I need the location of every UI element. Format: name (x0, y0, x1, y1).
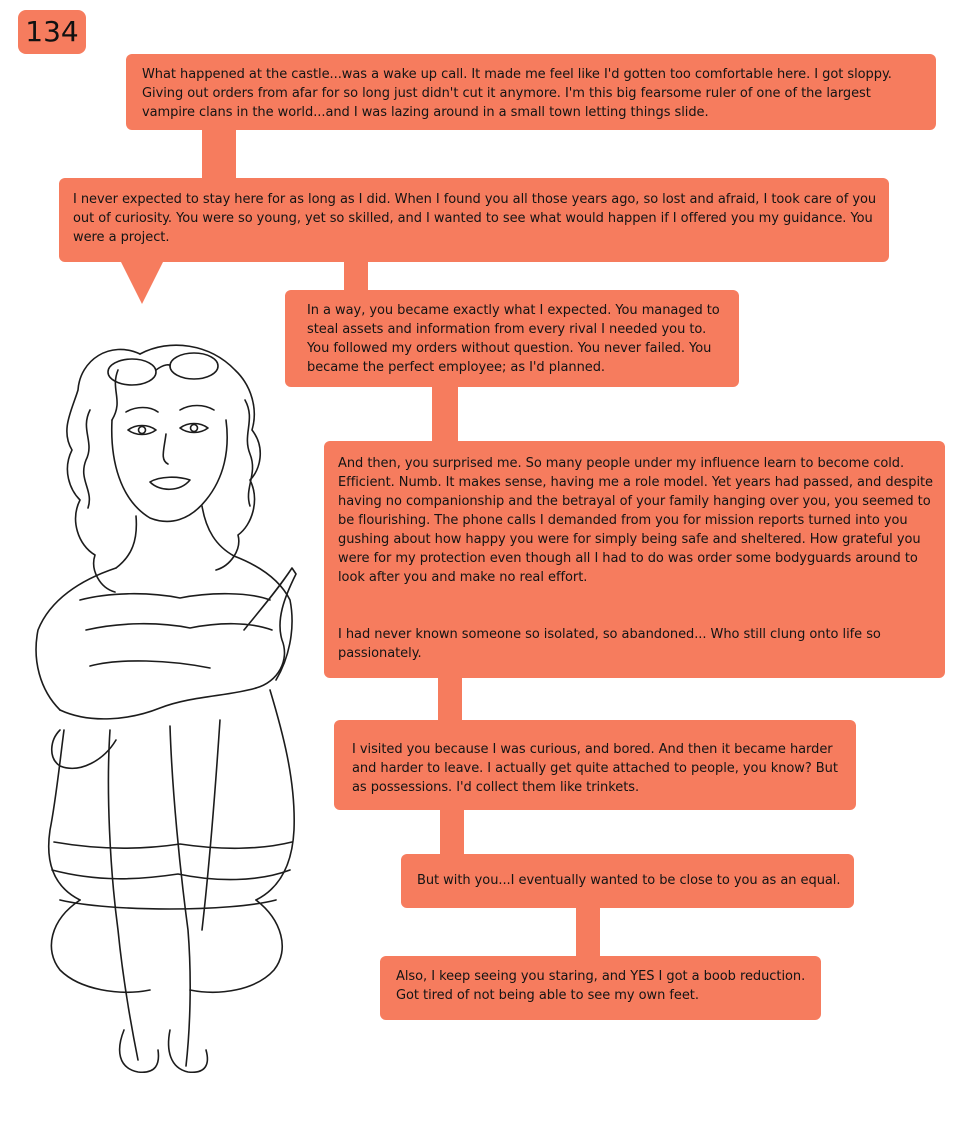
bubble-text: Also, I keep seeing you staring, and YES I got a boob reduction. Got tired of not being able to see my own feet. (396, 969, 806, 1003)
speech-bubble (380, 956, 821, 1020)
speech-bubble (285, 290, 739, 387)
speech-bubble-tail (120, 260, 164, 304)
bubble-text: And then, you surprised me. So many people under my influence learn to become cold. Efficient. Numb. It makes sense, having me a role model. Yet years had passed, and despite having no companionship and the betrayal of your family hanging over you, you seemed to be flourishing. The phone calls I demanded from you for mission reports turned into you gushing about how happy you were for simply being safe and sheltered. How grateful you were for my protection even though all I had to do was order some bodyguards around to look after you and make no real effort. (338, 456, 934, 585)
speech-bubble (334, 720, 856, 810)
connector (576, 906, 600, 958)
connector (344, 260, 368, 292)
connector (440, 808, 464, 856)
connector (202, 128, 236, 178)
speech-bubble (401, 854, 854, 908)
bubble-text: What happened at the castle...was a wake up call. It made me feel like I'd gotten too comfortable here. I got sloppy. Giving out orders from afar for so long just didn't cut it anymore. I'm this big fearsome ruler of one of the largest vampire clans in the world...and I was lazing around in a small town letting things slide. (142, 67, 892, 120)
speech-bubble (324, 441, 945, 678)
speech-bubble (126, 54, 936, 130)
bubble-text: I had never known someone so isolated, so abandoned... Who still clung onto life so passionately. (338, 627, 881, 661)
connector (438, 676, 462, 722)
bubble-text: I visited you because I was curious, and bored. And then it became harder and harder to leave. I actually get quite attached to people, you know? But as possessions. I'd collect them like trinkets. (352, 742, 838, 795)
sunglasses (108, 353, 218, 385)
face (112, 406, 227, 522)
bubble-text: But with you...I eventually wanted to be close to you as an equal. (417, 873, 841, 888)
body (36, 506, 296, 1072)
speech-bubble (59, 178, 889, 262)
bubble-text: In a way, you became exactly what I expected. You managed to steal assets and information from every rival I needed you to. You followed my orders without question. You never failed. You became the perfect employee; as I'd planned. (307, 303, 720, 375)
character-illustration (20, 330, 340, 1090)
bubble-text: I never expected to stay here for as long as I did. When I found you all those years ago, so lost and afraid, I took care of you out of curiosity. You were so young, yet so skilled, and I wanted to see what would happen if I offered you my guidance. You were a project. (73, 192, 877, 245)
page-number: 134 (18, 10, 86, 54)
connector (432, 386, 458, 444)
